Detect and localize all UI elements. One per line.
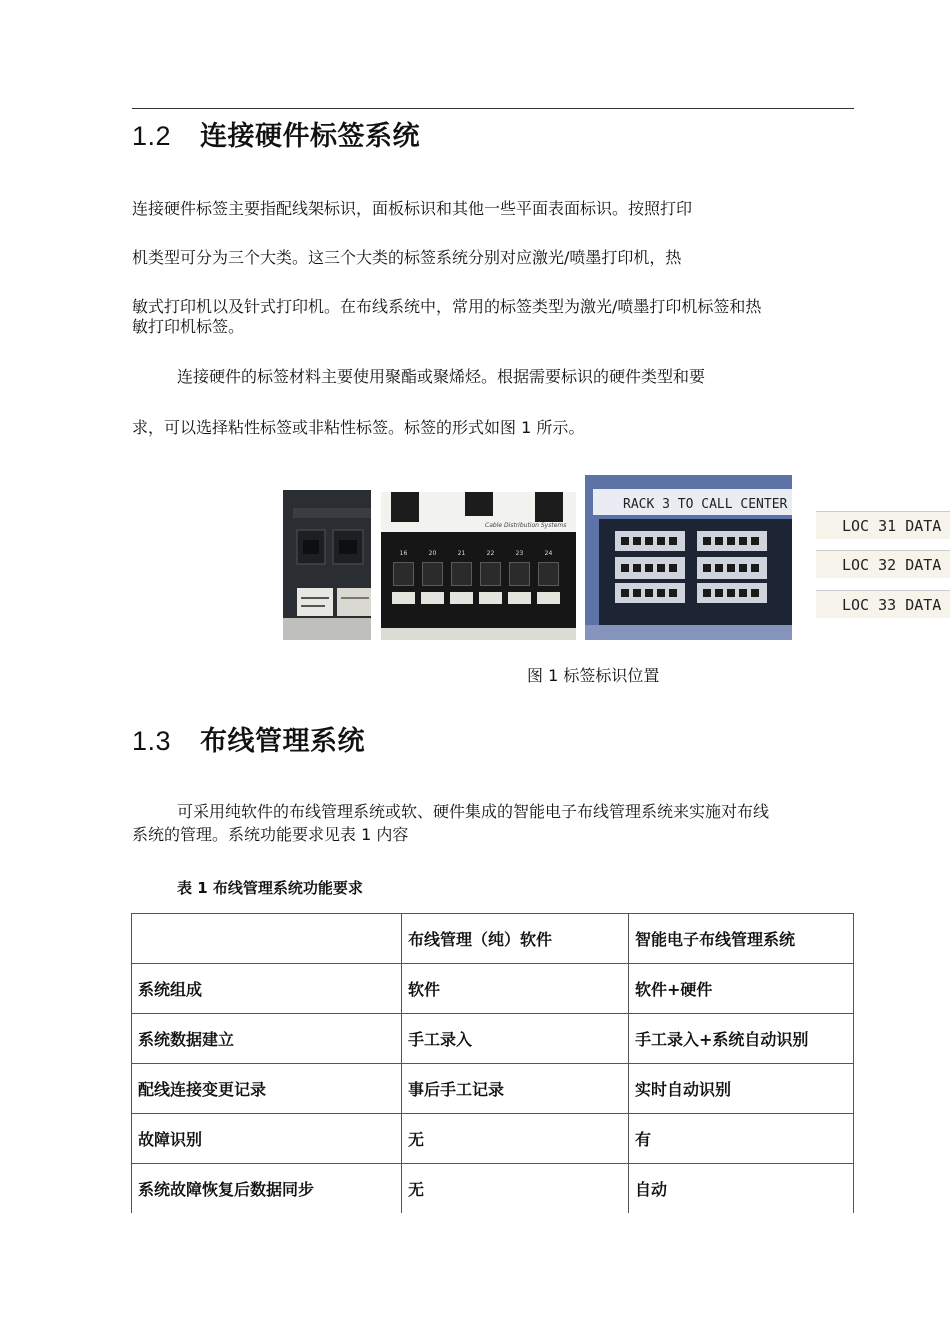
- port-label-strip: [450, 592, 473, 604]
- port-number: 23: [515, 550, 524, 557]
- paragraph-line: 可采用纯软件的布线管理系统或软、硬件集成的智能电子布线管理系统来实施对布线: [177, 802, 770, 821]
- port-jack: [509, 562, 530, 586]
- port-jack: [480, 562, 501, 586]
- panel-brand-text: Cable Distribution Systems: [485, 522, 567, 529]
- requirements-table: [131, 913, 854, 1213]
- port-jack: [422, 562, 443, 586]
- label-strip: [816, 590, 950, 618]
- table-cell: 有: [629, 1114, 854, 1164]
- port-label-strip: [421, 592, 444, 604]
- panel-port: [478, 550, 503, 620]
- patch-panel-photo-side: [283, 490, 371, 640]
- table-cell: 软件+硬件: [629, 964, 854, 1014]
- table-header-cell: 布线管理（纯）软件: [402, 914, 629, 964]
- table-row: [132, 964, 854, 1014]
- port-label-strip: [537, 592, 560, 604]
- table-row: [132, 1114, 854, 1164]
- port-number: 24: [544, 550, 553, 557]
- port-number: 20: [428, 550, 437, 557]
- table-cell: 无: [402, 1114, 629, 1164]
- section-title: 连接硬件标签系统: [200, 121, 420, 152]
- label-text: LOC 33 DATA: [842, 596, 942, 614]
- table-cell: 配线连接变更记录: [132, 1064, 402, 1114]
- table-cell: 系统数据建立: [132, 1014, 402, 1064]
- table-cell: 自动: [629, 1164, 854, 1214]
- header-rule: [132, 108, 854, 109]
- table-header-cell: [132, 914, 402, 964]
- paragraph-line: 系统的管理。系统功能要求见表 1 内容: [132, 825, 409, 844]
- table-cell: 故障识别: [132, 1114, 402, 1164]
- section-heading-1-2: [132, 114, 420, 153]
- section-heading-1-3: [132, 719, 365, 758]
- port-number: 16: [399, 550, 408, 557]
- rack-photo: [585, 475, 792, 640]
- panel-port: [420, 550, 445, 620]
- port-jack: [451, 562, 472, 586]
- port-number: 21: [457, 550, 466, 557]
- label-text: LOC 32 DATA: [842, 556, 942, 574]
- panel-port: [391, 550, 416, 620]
- section-title: 布线管理系统: [200, 726, 365, 757]
- port-jack: [538, 562, 559, 586]
- section-number: 1.3: [132, 726, 172, 756]
- section-number: 1.2: [132, 121, 172, 151]
- paragraph-line: 敏打印机标签。: [132, 317, 245, 336]
- table-header-row: [132, 914, 854, 964]
- table-row: [132, 1164, 854, 1214]
- table-cell: 实时自动识别: [629, 1064, 854, 1114]
- table-cell: 事后手工记录: [402, 1064, 629, 1114]
- port-label-strip: [479, 592, 502, 604]
- label-strip: [816, 511, 950, 539]
- port-row: [391, 550, 571, 620]
- table-cell: 系统故障恢复后数据同步: [132, 1164, 402, 1214]
- table-cell: 无: [402, 1164, 629, 1214]
- table-cell: 系统组成: [132, 964, 402, 1014]
- port-label-strip: [508, 592, 531, 604]
- label-text: LOC 31 DATA: [842, 517, 942, 535]
- port-number: 22: [486, 550, 495, 557]
- figure-caption: 图 1 标签标识位置: [527, 666, 660, 685]
- panel-port: [536, 550, 561, 620]
- label-strip-photo: [808, 505, 950, 623]
- paragraph-line: 求，可以选择粘性标签或非粘性标签。标签的形式如图 1 所示。: [132, 418, 585, 437]
- paragraph-line: 连接硬件标签主要指配线架标识，面板标识和其他一些平面表面标识。按照打印: [132, 199, 693, 218]
- table-header-cell: 智能电子布线管理系统: [629, 914, 854, 964]
- paragraph-line: 机类型可分为三个大类。这三个大类的标签系统分别对应激光/喷墨打印机，热: [132, 248, 682, 267]
- table-cell: 手工录入: [402, 1014, 629, 1064]
- table-cell: 手工录入+系统自动识别: [629, 1014, 854, 1064]
- patch-panel-photo-front: [381, 492, 576, 640]
- table-cell: 软件: [402, 964, 629, 1014]
- panel-port: [507, 550, 532, 620]
- paragraph-line: 敏式打印机以及针式打印机。在布线系统中，常用的标签类型为激光/喷墨打印机标签和热: [132, 297, 762, 316]
- port-jack: [393, 562, 414, 586]
- paragraph-line: 连接硬件的标签材料主要使用聚酯或聚烯烃。根据需要标识的硬件类型和要: [177, 367, 706, 386]
- table-row: [132, 1064, 854, 1114]
- label-strip: [816, 550, 950, 578]
- rack-banner-label: RACK 3 TO CALL CENTER: [623, 497, 788, 512]
- table-caption: 表 1 布线管理系统功能要求: [177, 879, 363, 897]
- panel-port: [449, 550, 474, 620]
- port-label-strip: [392, 592, 415, 604]
- table-row: [132, 1014, 854, 1064]
